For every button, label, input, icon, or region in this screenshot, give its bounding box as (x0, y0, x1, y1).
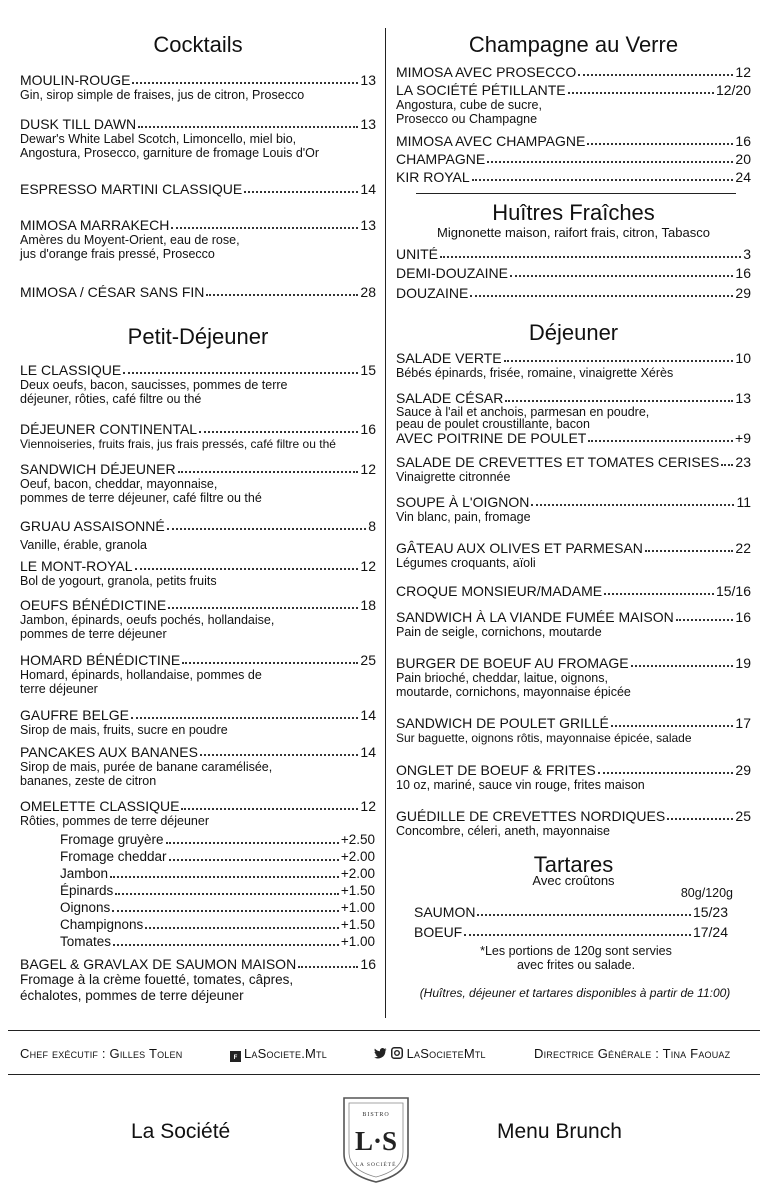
director-credit: Directrice Générale : Tina Faouaz (534, 1046, 731, 1061)
option-name: Fromage cheddar (60, 849, 167, 864)
item-name: HOMARD BÉNÉDICTINE (20, 652, 181, 668)
option-row (60, 900, 375, 916)
item-desc: Deux oeufs, bacon, saucisses, pommes de terre (20, 378, 288, 392)
menu-item (20, 217, 376, 261)
option-price: +1.50 (340, 883, 375, 898)
menu-item (20, 558, 376, 588)
menu-item (396, 762, 751, 792)
item-price: 13 (360, 217, 376, 233)
item-price: 12 (360, 798, 376, 814)
item-price: 16 (360, 421, 376, 437)
column-divider (385, 28, 386, 1018)
chef-credit: Chef exécutif : Gilles Tolen (20, 1046, 183, 1061)
menu-item (396, 808, 751, 838)
item-extra-price: +9 (735, 430, 751, 446)
menu-item (20, 956, 376, 1004)
item-extra-name: AVEC POITRINE DE POULET (396, 430, 587, 446)
item-name: GUÉDILLE DE CREVETTES NORDIQUES (396, 808, 666, 824)
item-name: CROQUE MONSIEUR/MADAME (396, 583, 603, 599)
menu-item (20, 798, 376, 828)
item-desc: pommes de terre déjeuner, café filtre ou thé (20, 491, 262, 505)
item-desc: Sauce à l'ail et anchois, parmesan en poudre, (396, 405, 650, 419)
twitter-icon (374, 1048, 387, 1059)
item-price: 13 (360, 116, 376, 132)
item-name: SANDWICH DE POULET GRILLÉ (396, 715, 609, 731)
social-link[interactable] (374, 1046, 486, 1061)
item-price: 14 (360, 181, 376, 197)
menu-item (396, 583, 751, 599)
menu-item (396, 454, 751, 484)
item-desc: Viennoiseries, fruits frais, jus frais pressés, café filtre ou thé (20, 437, 336, 451)
item-desc: Rôties, pommes de terre déjeuner (20, 814, 209, 828)
item-name: LE MONT-ROYAL (20, 558, 133, 574)
item-desc: Vinaigrette citronnée (396, 470, 511, 484)
cocktails-title: Cocktails (153, 32, 243, 57)
item-desc: Oeuf, bacon, cheddar, mayonnaise, (20, 477, 218, 491)
item-name: GÂTEAU AUX OLIVES ET PARMESAN (396, 540, 643, 556)
item-desc: Gin, sirop simple de fraises, jus de citron, Prosecco (20, 88, 305, 102)
item-price: 3 (743, 246, 751, 262)
item-desc: pommes de terre déjeuner (20, 627, 167, 641)
item-name: LA SOCIÉTÉ PÉTILLANTE (396, 82, 566, 98)
item-price: 18 (360, 597, 376, 613)
item-name: SOUPE À L'OIGNON (396, 494, 530, 510)
instagram-icon (391, 1047, 403, 1059)
item-name: SAUMON (414, 904, 476, 920)
item-price: 14 (360, 707, 376, 723)
item-name: PANCAKES AUX BANANES (20, 744, 198, 760)
logo-top-text: BISTRO (362, 1112, 390, 1118)
huitres-title: Huîtres Fraîches (492, 200, 655, 225)
option-name: Fromage gruyère (60, 832, 164, 847)
item-price: 29 (735, 762, 751, 778)
option-row (60, 917, 375, 933)
item-desc: Amères du Moyent-Orient, eau de rose, (20, 233, 240, 247)
logo-monogram: L·S (354, 1126, 398, 1156)
item-price: 16 (735, 609, 751, 625)
menu-item (396, 64, 751, 80)
item-name: DEMI-DOUZAINE (396, 265, 508, 281)
item-desc: Pain de seigle, cornichons, moutarde (396, 625, 602, 639)
item-name: MIMOSA MARRAKECH (20, 217, 170, 233)
option-row (60, 832, 375, 848)
availability-note: (Huîtres, déjeuner et tartares disponibles à partir de 11:00) (419, 986, 731, 1000)
item-name: GRUAU ASSAISONNÉ (20, 518, 165, 534)
menu-item (396, 350, 751, 380)
item-desc: peau de poulet croustillante, bacon (396, 417, 590, 431)
item-price: 12/20 (715, 82, 751, 98)
item-price: 8 (368, 518, 376, 534)
item-name: DOUZAINE (396, 285, 469, 301)
item-desc: Sur baguette, oignons rôtis, mayonnaise épicée, salade (396, 731, 692, 745)
section-divider (416, 193, 736, 194)
menu-item (396, 133, 751, 149)
item-name: DÉJEUNER CONTINENTAL (20, 421, 198, 437)
option-row (60, 849, 375, 865)
option-row (60, 883, 375, 899)
item-name: SANDWICH DÉJEUNER (20, 461, 176, 477)
item-price: 25 (735, 808, 751, 824)
item-name: DUSK TILL DAWN (20, 116, 137, 132)
item-desc: Angostura, Prosecco, garniture de fromage Louis d'Or (20, 146, 320, 160)
item-price: 17 (735, 715, 751, 731)
tartares-title: Tartares (533, 852, 614, 877)
menu-item (396, 82, 751, 126)
menu-item (20, 461, 376, 505)
item-price: 15/16 (715, 583, 751, 599)
facebook-link[interactable] (230, 1046, 327, 1062)
item-desc: bananes, zeste de citron (20, 774, 157, 788)
item-price: 20 (735, 151, 751, 167)
menu-name: Menu Brunch (497, 1120, 622, 1143)
option-name: Oignons (60, 900, 111, 915)
menu-item (414, 904, 728, 920)
menu-item (20, 652, 376, 696)
item-price: 10 (735, 350, 751, 366)
menu-item (396, 540, 751, 570)
menu-item (20, 518, 376, 552)
option-price: +2.00 (340, 849, 375, 864)
option-name: Jambon (60, 866, 109, 881)
menu-item (396, 169, 751, 185)
option-row (60, 866, 375, 882)
option-row (60, 934, 375, 950)
item-desc: Angostura, cube de sucre, (396, 98, 542, 112)
item-desc: Vanille, érable, granola (20, 538, 147, 552)
note-line: *Les portions de 120g sont servies (480, 944, 672, 958)
item-name: ONGLET DE BOEUF & FRITES (396, 762, 596, 778)
note-line: avec frites ou salade. (516, 958, 636, 972)
item-price: 22 (735, 540, 751, 556)
item-desc: Légumes croquants, aïoli (396, 556, 536, 570)
item-price: 16 (735, 265, 751, 281)
item-name: OMELETTE CLASSIQUE (20, 798, 180, 814)
menu-item (20, 72, 376, 102)
item-name: MIMOSA AVEC CHAMPAGNE (396, 133, 586, 149)
item-name: UNITÉ (396, 246, 438, 262)
menu-item (20, 744, 376, 788)
item-price: 12 (735, 64, 751, 80)
item-price: 13 (735, 390, 751, 406)
item-name: BOEUF (414, 924, 463, 940)
petit-dejeuner-title: Petit-Déjeuner (127, 324, 269, 349)
option-name: Tomates (60, 934, 112, 949)
option-name: Épinards (60, 883, 114, 898)
item-price: 29 (735, 285, 751, 301)
item-name: BURGER DE BOEUF AU FROMAGE (396, 655, 629, 671)
item-price: 23 (735, 454, 751, 470)
item-name: OEUFS BÉNÉDICTINE (20, 597, 167, 613)
tartares-note (416, 944, 736, 972)
item-price: 11 (736, 494, 751, 510)
menu-item (414, 924, 728, 940)
item-price: 14 (360, 744, 376, 760)
item-desc: Homard, épinards, hollandaise, pommes de (20, 668, 262, 682)
item-price: 12 (360, 558, 376, 574)
menu-item (396, 715, 751, 745)
item-desc: échalotes, pommes de terre déjeuner (20, 988, 244, 1003)
item-price: 16 (735, 133, 751, 149)
menu-item (20, 181, 376, 197)
footer-bottom-rule (8, 1074, 760, 1075)
item-price: 28 (360, 284, 376, 300)
menu-item (396, 151, 751, 167)
footer-top-rule (8, 1030, 760, 1031)
champagne-title: Champagne au Verre (468, 32, 679, 57)
menu-item (20, 284, 376, 300)
menu-item (20, 116, 376, 160)
restaurant-name: La Société (131, 1120, 231, 1143)
item-name: GAUFRE BELGE (20, 707, 129, 723)
item-desc: Pain brioché, cheddar, laitue, oignons, (396, 671, 608, 685)
tartares-sizes: 80g/120g (680, 886, 733, 900)
menu-item (20, 362, 376, 406)
item-price: 19 (735, 655, 751, 671)
item-price: 17/24 (692, 924, 728, 940)
item-name: MIMOSA AVEC PROSECCO (396, 64, 577, 80)
menu-item (396, 285, 751, 301)
option-name: Champignons (60, 917, 144, 932)
option-price: +2.00 (340, 866, 375, 881)
item-price: 16 (360, 956, 376, 972)
tartares-subtitle: Avec croûtons (532, 873, 615, 888)
item-desc: jus d'orange frais pressé, Prosecco (20, 247, 215, 261)
item-desc: terre déjeuner (20, 682, 98, 696)
dejeuner-title: Déjeuner (528, 320, 619, 345)
item-price: 13 (360, 72, 376, 88)
item-desc: Concombre, céleri, aneth, mayonnaise (396, 824, 611, 838)
item-name: MOULIN-ROUGE (20, 72, 131, 88)
item-desc: déjeuner, rôties, café filtre ou thé (20, 392, 202, 406)
item-name: SALADE VERTE (396, 350, 502, 366)
item-desc: Bébés épinards, frisée, romaine, vinaigrette Xérès (396, 366, 674, 380)
menu-item (20, 597, 376, 641)
item-price: 12 (360, 461, 376, 477)
menu-item (396, 609, 751, 639)
menu-item (20, 707, 376, 737)
menu-item (396, 494, 751, 524)
item-desc: Bol de yogourt, granola, petits fruits (20, 574, 217, 588)
item-name: BAGEL & GRAVLAX DE SAUMON MAISON (20, 956, 297, 972)
item-desc: Sirop de mais, fruits, sucre en poudre (20, 723, 228, 737)
social-handle: LaSocieteMtl (406, 1046, 486, 1061)
item-name: SANDWICH À LA VIANDE FUMÉE MAISON (396, 609, 674, 625)
huitres-subtitle: Mignonette maison, raifort frais, citron, Tabasco (437, 225, 710, 240)
option-price: +1.00 (340, 934, 375, 949)
option-price: +1.50 (340, 917, 375, 932)
item-name: LE CLASSIQUE (20, 362, 122, 378)
menu-item (396, 390, 751, 446)
item-name: SALADE DE CREVETTES ET TOMATES CERISES (396, 454, 720, 470)
item-price: 24 (735, 169, 751, 185)
menu-item (396, 265, 751, 281)
item-desc: Dewar's White Label Scotch, Limoncello, miel bio, (20, 132, 297, 146)
item-name: SALADE CÉSAR (396, 390, 504, 406)
menu-item (20, 421, 376, 451)
menu-item (396, 246, 751, 262)
item-desc: Sirop de mais, purée de banane caramélisée, (20, 760, 273, 774)
menu-item (396, 655, 751, 699)
facebook-handle: LaSociete.Mtl (244, 1046, 327, 1061)
item-desc: Fromage à la crème fouetté, tomates, câpres, (20, 972, 294, 987)
option-price: +2.50 (340, 832, 375, 847)
item-desc: Vin blanc, pain, fromage (396, 510, 531, 524)
item-price: 15 (360, 362, 376, 378)
item-desc: Jambon, épinards, oeufs pochés, hollandaise, (20, 613, 275, 627)
item-desc: moutarde, cornichons, mayonnaise épicée (396, 685, 631, 699)
item-name: CHAMPAGNE (396, 151, 486, 167)
logo-bottom-text: LA SOCIÉTÉ (355, 1162, 397, 1168)
item-name: KIR ROYAL (396, 169, 470, 185)
item-price: 25 (360, 652, 376, 668)
item-name: MIMOSA / CÉSAR SANS FIN (20, 284, 205, 300)
item-desc: Prosecco ou Champagne (396, 112, 538, 126)
facebook-icon: f (230, 1051, 241, 1062)
item-name: ESPRESSO MARTINI CLASSIQUE (20, 181, 243, 197)
ls-logo (336, 1090, 416, 1186)
option-price: +1.00 (340, 900, 375, 915)
item-desc: 10 oz, mariné, sauce vin rouge, frites maison (396, 778, 645, 792)
item-price: 15/23 (692, 904, 728, 920)
